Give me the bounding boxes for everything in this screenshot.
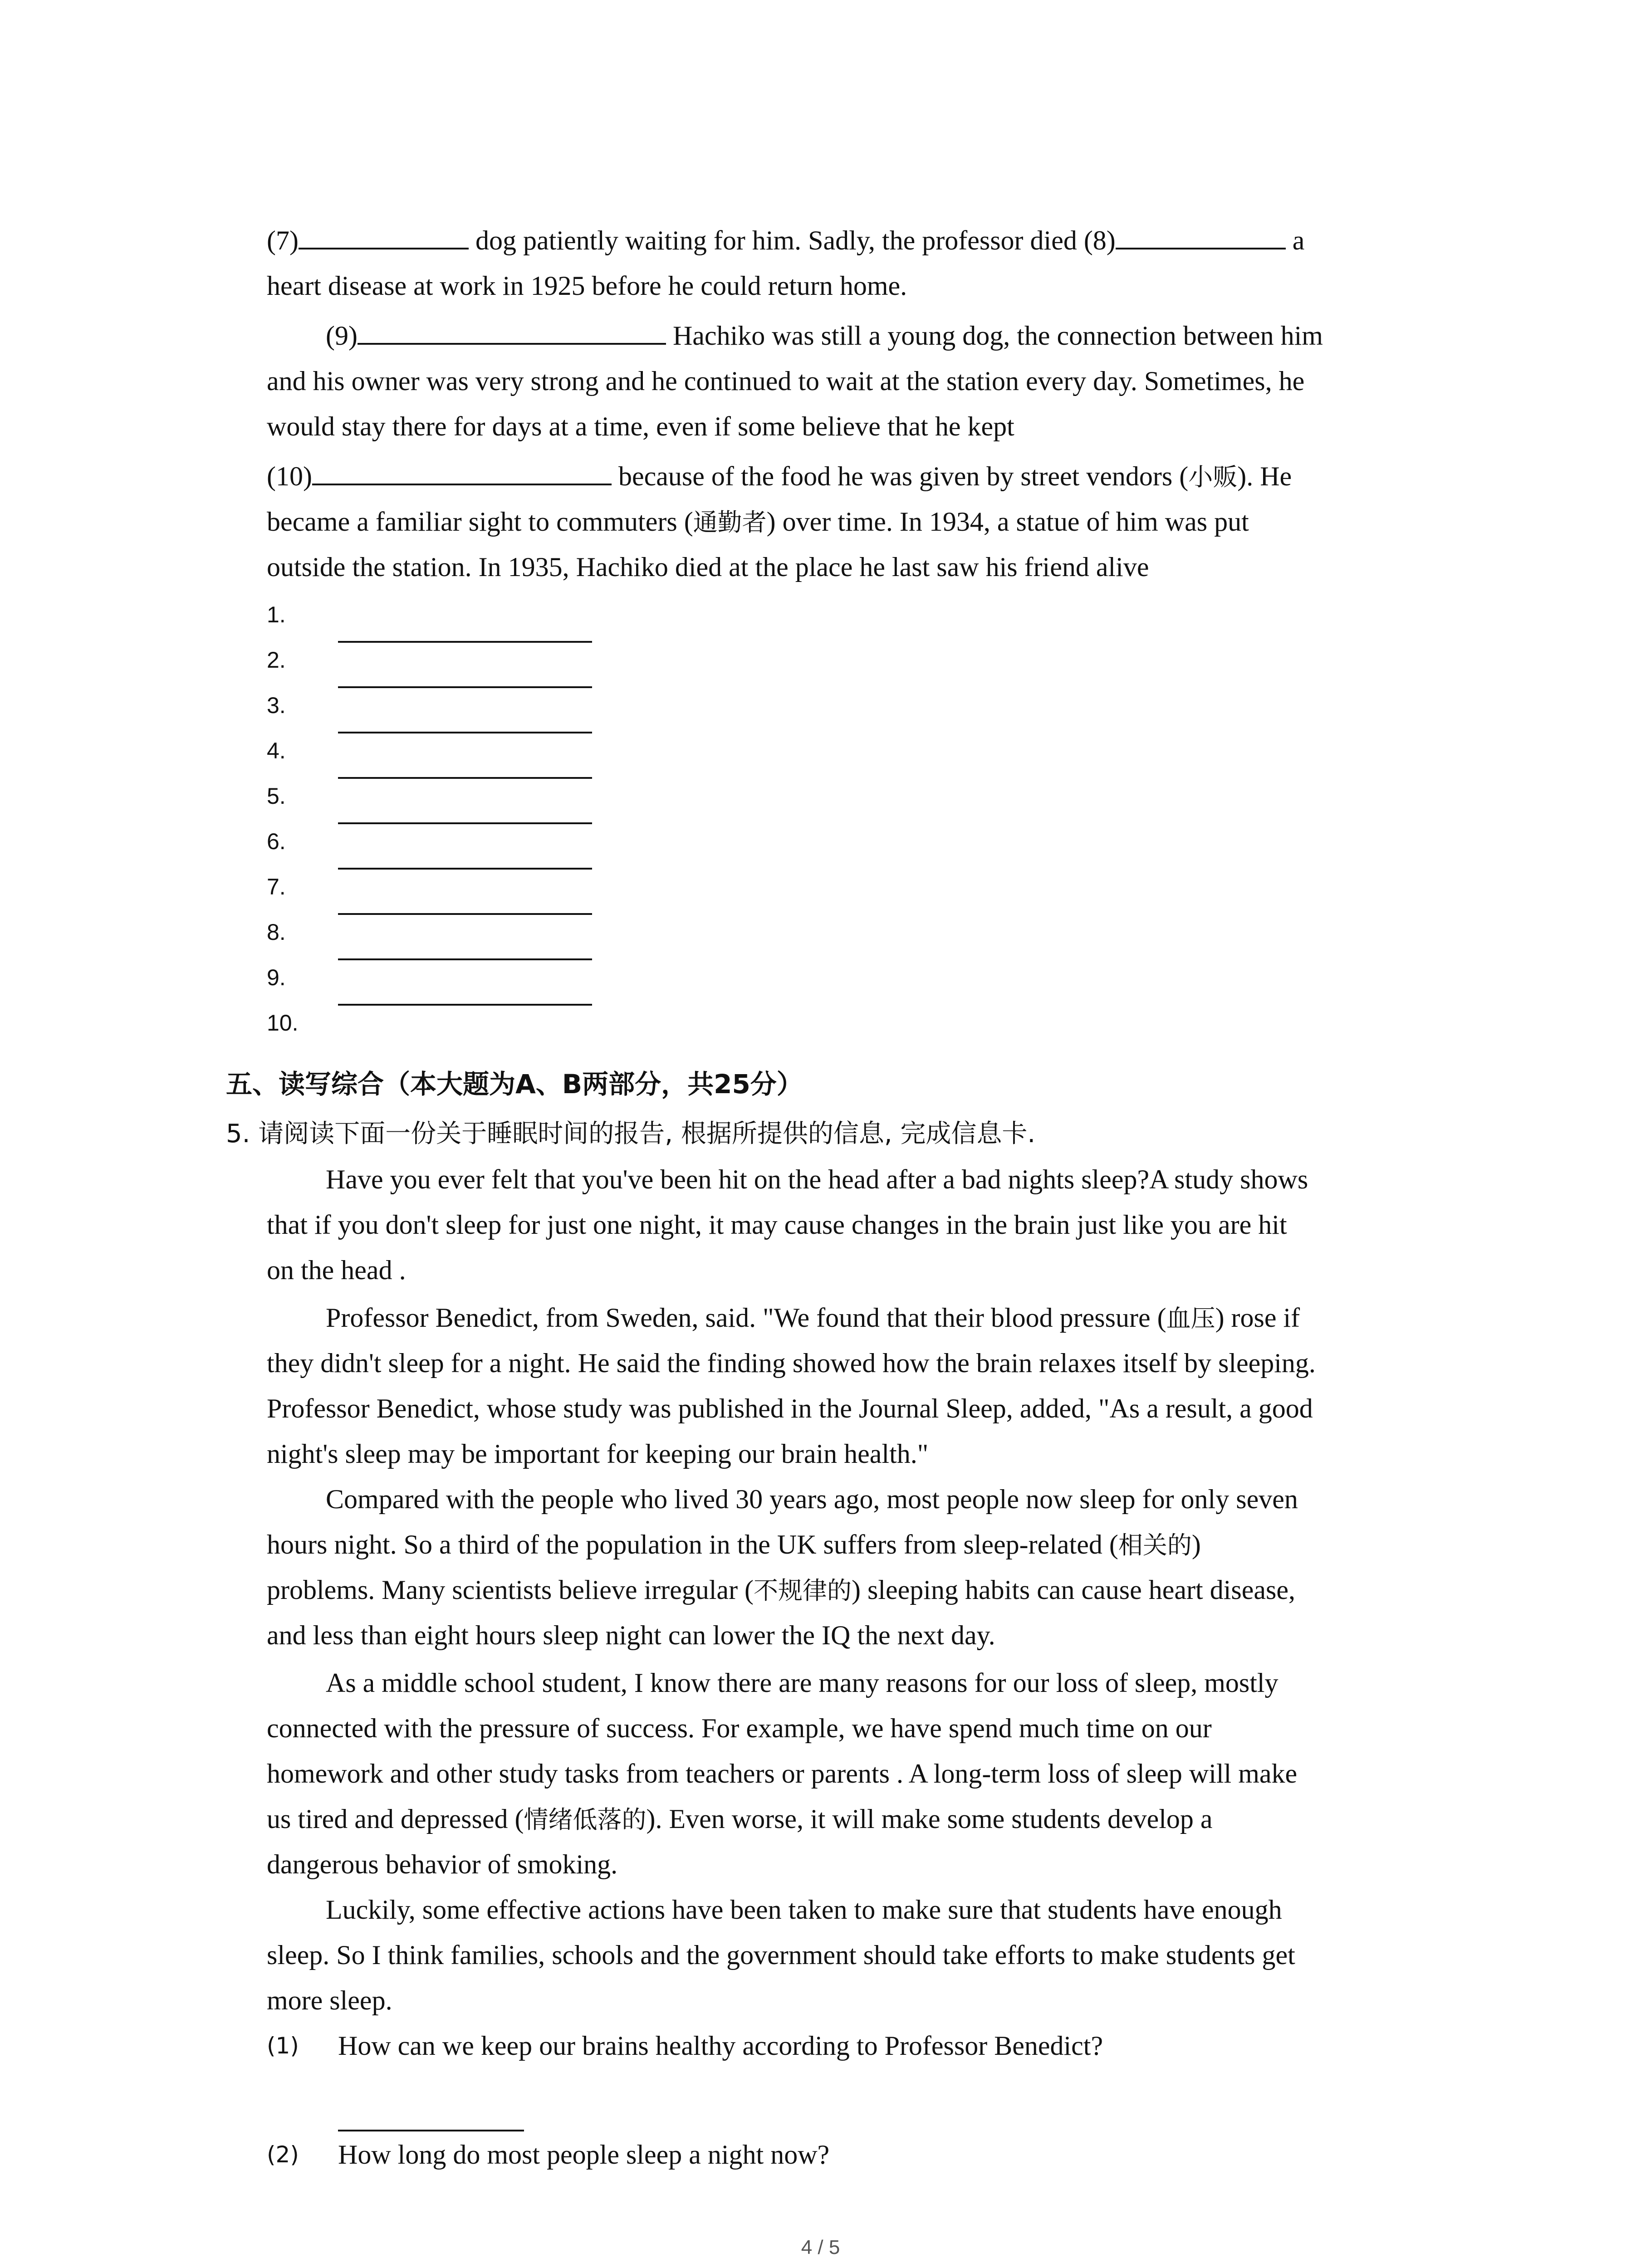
section-heading: 五、读写综合（本大题为A、B两部分，共25分） [226, 1069, 803, 1100]
passage-line: us tired and depressed (情绪低落的). Even worse, it will make some students develop a [267, 1804, 1213, 1834]
passage-line: became a familiar sight to commuters (通勤者) over time. In 1934, a statue of him was put [267, 507, 1249, 537]
answer-number: 9. [267, 965, 286, 990]
passage-line: Luckily, some effective actions have been taken to make sure that students have enough [326, 1895, 1282, 1925]
answer-number: 7. [267, 874, 286, 899]
blank-10[interactable] [312, 456, 612, 485]
answer-line-3[interactable] [338, 732, 592, 733]
answer-line-1[interactable] [338, 641, 592, 643]
passage-line: problems. Many scientists believe irregular (不规律的) sleeping habits can cause heart disease, [267, 1575, 1295, 1605]
passage-line: on the head . [267, 1255, 406, 1285]
passage-line: Have you ever felt that you've been hit on the head after a bad nights sleep?A study shows [326, 1164, 1308, 1194]
passage-line: connected with the pressure of success. For example, we have spend much time on our [267, 1713, 1212, 1743]
passage-line: outside the station. In 1935, Hachiko died at the place he last saw his friend alive [267, 552, 1149, 582]
sub-question-label: (1) [267, 2033, 299, 2059]
passage-line: night's sleep may be important for keeping our brain health." [267, 1439, 929, 1469]
passage-line: they didn't sleep for a night. He said the finding showed how the brain relaxes itself by sleeping. [267, 1348, 1316, 1378]
sub-question-text: How can we keep our brains healthy according to Professor Benedict? [338, 2031, 1103, 2061]
answer-line-7[interactable] [338, 913, 592, 915]
passage-line: Professor Benedict, from Sweden, said. "We found that their blood pressure (血压) rose if [326, 1303, 1300, 1333]
passage-line: heart disease at work in 1925 before he could return home. [267, 271, 907, 301]
passage-line: sleep. So I think families, schools and the government should take efforts to make students get [267, 1940, 1295, 1970]
passage-line: Professor Benedict, whose study was published in the Journal Sleep, added, "As a result, a good [267, 1393, 1313, 1423]
page-number: 4 / 5 [801, 2236, 840, 2258]
answer-number: 5. [267, 783, 286, 809]
passage-line: (10) because of the food he was given by street vendors (小贩). He [267, 454, 1465, 500]
answer-number: 4. [267, 738, 286, 763]
question-intro: 5. 请阅读下面一份关于睡眠时间的报告, 根据所提供的信息, 完成信息卡. [226, 1119, 1036, 1149]
sub-question-text: How long do most people sleep a night now? [338, 2140, 830, 2170]
answer-number: 3. [267, 693, 286, 718]
passage-line: and his owner was very strong and he continued to wait at the station every day. Sometimes, he [267, 366, 1305, 396]
answer-number: 1. [267, 602, 286, 627]
passage-line: (7) dog patiently waiting for him. Sadly, the professor died (8) a [267, 218, 1465, 263]
answer-number: 8. [267, 919, 286, 945]
answer-line-4[interactable] [338, 777, 592, 779]
answer-number: 6. [267, 829, 286, 854]
blank-9[interactable] [358, 316, 666, 345]
passage-line: (9) Hachiko was still a young dog, the connection between him [326, 313, 1523, 358]
answer-number: 2. [267, 647, 286, 673]
passage-line: that if you don't sleep for just one night, it may cause changes in the brain just like you are hit [267, 1210, 1287, 1240]
passage-line: would stay there for days at a time, even if some believe that he kept [267, 411, 1014, 441]
passage-line: As a middle school student, I know there are many reasons for our loss of sleep, mostly [326, 1668, 1279, 1698]
sub-question-label: (2) [267, 2141, 299, 2168]
passage-line: homework and other study tasks from teachers or parents . A long-term loss of sleep will make [267, 1759, 1298, 1789]
passage-line: more sleep. [267, 1985, 392, 2015]
blank-8[interactable] [1116, 220, 1286, 249]
answer-line-5[interactable] [338, 822, 592, 824]
passage-line: dangerous behavior of smoking. [267, 1849, 618, 1879]
answer-line-2[interactable] [338, 686, 592, 688]
answer-line-9[interactable] [338, 1004, 592, 1006]
answer-number: 10. [267, 1010, 299, 1036]
answer-line-q1[interactable] [338, 2130, 524, 2131]
passage-line: hours night. So a third of the population in the UK suffers from sleep-related (相关的) [267, 1530, 1201, 1559]
answer-line-6[interactable] [338, 868, 592, 870]
passage-line: Compared with the people who lived 30 years ago, most people now sleep for only seven [326, 1484, 1298, 1514]
answer-line-8[interactable] [338, 958, 592, 960]
blank-7[interactable] [299, 220, 469, 249]
passage-line: and less than eight hours sleep night can lower the IQ the next day. [267, 1620, 995, 1650]
